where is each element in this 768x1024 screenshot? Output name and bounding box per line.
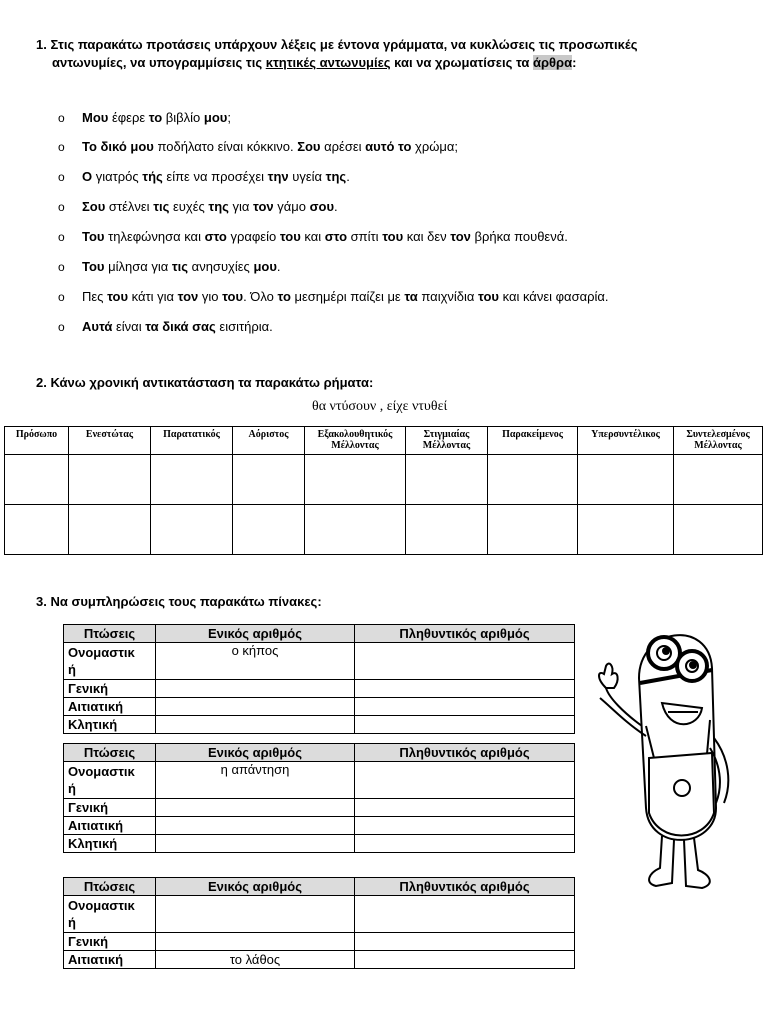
sentence-text: και κάνει φασαρία.: [499, 289, 609, 304]
sentence-text: .: [346, 169, 350, 184]
bullet-marker: o: [58, 140, 65, 154]
answer-cell[interactable]: [156, 933, 355, 951]
sentence-item: [58, 199, 338, 215]
bold-word: τής: [142, 169, 163, 184]
bold-word: της: [325, 169, 347, 184]
answer-cell[interactable]: [156, 896, 355, 933]
col-header-cases: Πτώσεις: [64, 744, 156, 762]
sentence-text: παιχνίδια: [417, 289, 479, 304]
sentence-text: είναι: [112, 319, 146, 334]
bold-word: Το δικό μου: [82, 139, 154, 154]
bullet-marker: o: [58, 260, 65, 274]
col-header-plural: Πληθυντικός αριθμός: [355, 744, 575, 762]
answer-cell[interactable]: [156, 698, 355, 716]
sentence-item: [58, 139, 458, 155]
given-word: ο κήπος: [156, 643, 355, 680]
bold-word: μου: [203, 110, 228, 125]
answer-cell[interactable]: [5, 505, 69, 555]
bold-word: το: [277, 289, 291, 304]
answer-cell[interactable]: [406, 505, 488, 555]
sentence-text: σπίτι: [347, 229, 383, 244]
answer-cell[interactable]: [355, 680, 575, 698]
declension-table-3: [63, 877, 575, 969]
bold-word: τα: [404, 289, 418, 304]
sentence-text: γιατρός: [92, 169, 143, 184]
answer-cell[interactable]: [355, 698, 575, 716]
answer-cell[interactable]: [674, 455, 763, 505]
tense-header-pluperfect: Υπερσυντέλικος: [578, 427, 674, 455]
sentence-text: . Όλο: [243, 289, 278, 304]
sentence-text: .: [334, 199, 338, 214]
answer-cell[interactable]: [305, 505, 406, 555]
question-1-line-2: [36, 54, 756, 72]
tense-answer-row: [5, 455, 763, 505]
tense-header-simple-future: Στιγμιαίας Μέλλοντας: [406, 427, 488, 455]
case-nominative: [64, 762, 156, 799]
sentence-text: αρέσει: [320, 139, 366, 154]
case-nominative-part-2: ή: [68, 915, 76, 930]
case-accusative: Αιτιατική: [64, 951, 156, 969]
minion-illustration: [594, 608, 734, 898]
question-1-colon: :: [572, 55, 577, 70]
answer-cell[interactable]: [488, 455, 578, 505]
sentence-text: ποδήλατο είναι κόκκινο.: [153, 139, 298, 154]
sentence-text: κάτι για: [128, 289, 178, 304]
bold-word: του: [382, 229, 404, 244]
answer-cell[interactable]: [406, 455, 488, 505]
question-2-heading: 2. Κάνω χρονική αντικατάσταση τα παρακάτω ρήματα:: [36, 375, 374, 390]
col-header-plural: Πληθυντικός αριθμός: [355, 625, 575, 643]
sentence-text: .: [276, 259, 281, 274]
answer-cell[interactable]: [151, 505, 233, 555]
bold-word: Σου: [297, 139, 321, 154]
bold-word: του: [107, 289, 129, 304]
answer-cell[interactable]: [69, 505, 151, 555]
tense-header-future-perfect: Συντελεσμένος Μέλλοντας: [674, 427, 763, 455]
case-genitive: Γενική: [64, 799, 156, 817]
declension-table-2: [63, 743, 575, 853]
question-1-line-1: 1. Στις παρακάτω προτάσεις υπάρχουν λέξεις με έντονα γράμματα, να κυκλώσεις τις προσωπικές: [36, 37, 638, 52]
question-1-text-2: και να χρωματίσεις τα: [390, 55, 533, 70]
case-genitive: Γενική: [64, 680, 156, 698]
answer-cell[interactable]: [578, 455, 674, 505]
given-word: η απάντηση: [156, 762, 355, 799]
sentence-text: έφερε: [108, 110, 149, 125]
sentence-text: γιο: [198, 289, 223, 304]
tense-header-person: Πρόσωπο: [5, 427, 69, 455]
col-header-cases: Πτώσεις: [64, 625, 156, 643]
case-genitive: Γενική: [64, 933, 156, 951]
bullet-marker: o: [58, 170, 65, 184]
sentence-text: είπε να προσέχει: [162, 169, 268, 184]
sentence-item: [58, 229, 568, 245]
bold-word: Μου: [82, 110, 109, 125]
sentence-text: μεσημέρι παίζει με: [290, 289, 405, 304]
sentence-text: για: [228, 199, 254, 214]
bold-word: Ο: [82, 169, 93, 184]
col-header-singular: Ενικός αριθμός: [156, 878, 355, 896]
bold-word: τις: [171, 259, 189, 274]
bold-word: σου: [309, 199, 335, 214]
bold-word: της: [208, 199, 229, 214]
answer-cell[interactable]: [578, 505, 674, 555]
sentence-text: εισιτήρια.: [215, 319, 273, 334]
sentence-text: και δεν: [403, 229, 451, 244]
case-vocative: Κλητική: [64, 835, 156, 853]
bold-word: τον: [177, 289, 199, 304]
sentence-text: βιβλίο: [162, 110, 204, 125]
sentence-text: στέλνει: [105, 199, 154, 214]
bold-word: του: [478, 289, 499, 304]
tense-header-perfect: Παρακείμενος: [488, 427, 578, 455]
bold-word: την: [267, 169, 289, 184]
bold-word: στο: [204, 229, 227, 244]
bold-word: τα δικά σας: [145, 319, 216, 334]
sentence-text: Πες: [82, 289, 108, 304]
sentence-item: [58, 169, 350, 185]
bold-word: το: [148, 110, 163, 125]
answer-cell[interactable]: [151, 455, 233, 505]
sentence-item: [58, 319, 273, 335]
bold-word: τον: [450, 229, 471, 244]
case-accusative: Αιτιατική: [64, 817, 156, 835]
answer-cell[interactable]: [355, 951, 575, 969]
tense-header-imperfect: Παρατατικός: [151, 427, 233, 455]
answer-cell[interactable]: [488, 505, 578, 555]
sentence-text: ευχές: [169, 199, 209, 214]
sentence-text: χρώμα;: [411, 139, 459, 154]
sentence-item: [58, 259, 281, 275]
bullet-marker: o: [58, 200, 65, 214]
answer-cell[interactable]: [156, 817, 355, 835]
case-nominative: [64, 643, 156, 680]
answer-cell[interactable]: [156, 716, 355, 734]
sentence-item: [58, 289, 609, 305]
answer-cell[interactable]: [355, 762, 575, 799]
case-nominative-part-2: ή: [68, 781, 76, 796]
bold-word: αυτό το: [365, 139, 412, 154]
col-header-singular: Ενικός αριθμός: [156, 625, 355, 643]
answer-cell[interactable]: [355, 643, 575, 680]
bold-word: στο: [324, 229, 348, 244]
case-accusative: Αιτιατική: [64, 698, 156, 716]
sentence-text: γραφείο: [226, 229, 280, 244]
bold-word: Του: [82, 229, 105, 244]
bullet-marker: o: [58, 230, 65, 244]
bold-word: Του: [82, 259, 105, 274]
sentence-text: γάμο: [273, 199, 310, 214]
verbs-to-convert: θα ντύσουν , είχε ντυθεί: [312, 399, 448, 414]
sentence-text: ;: [227, 110, 231, 125]
case-nominative-part-1: Ονομαστικ: [68, 764, 135, 779]
bullet-marker: o: [58, 290, 65, 304]
answer-cell[interactable]: [156, 835, 355, 853]
case-vocative: Κλητική: [64, 716, 156, 734]
answer-cell[interactable]: [305, 455, 406, 505]
bold-word: του: [222, 289, 244, 304]
bold-word: τις: [153, 199, 170, 214]
sentence-text: βρήκα πουθενά.: [470, 229, 568, 244]
given-word: το λάθος: [156, 951, 355, 969]
case-nominative-part-2: ή: [68, 662, 76, 677]
bold-word: Αυτά: [82, 319, 113, 334]
answer-cell[interactable]: [233, 505, 305, 555]
bold-word: τον: [253, 199, 274, 214]
tense-answer-row: [5, 505, 763, 555]
case-nominative-part-1: Ονομαστικ: [68, 898, 135, 913]
answer-cell[interactable]: [69, 455, 151, 505]
bullet-marker: o: [58, 320, 65, 334]
answer-cell[interactable]: [355, 933, 575, 951]
answer-cell[interactable]: [355, 799, 575, 817]
answer-cell[interactable]: [355, 817, 575, 835]
answer-cell[interactable]: [355, 716, 575, 734]
question-3-heading: 3. Να συμπληρώσεις τους παρακάτω πίνακες:: [36, 594, 322, 609]
sentence-item: [58, 110, 231, 126]
case-nominative-part-1: Ονομαστικ: [68, 645, 135, 660]
articles-word: άρθρα: [532, 55, 573, 70]
answer-cell[interactable]: [674, 505, 763, 555]
tense-table: [4, 426, 763, 555]
question-1-text: αντωνυμίες, να υπογραμμίσεις τις: [52, 55, 266, 70]
answer-cell[interactable]: [156, 799, 355, 817]
bullet-marker: o: [58, 111, 65, 125]
case-nominative: [64, 896, 156, 933]
answer-cell[interactable]: [156, 680, 355, 698]
answer-cell[interactable]: [355, 896, 575, 933]
tense-header-aorist: Αόριστος: [233, 427, 305, 455]
bold-word: του: [279, 229, 301, 244]
answer-cell[interactable]: [355, 835, 575, 853]
col-header-plural: Πληθυντικός αριθμός: [355, 878, 575, 896]
bold-word: Σου: [82, 199, 106, 214]
sentence-text: ανησυχίες: [188, 259, 254, 274]
possessive-pronouns-phrase: κτητικές αντωνυμίες: [265, 55, 391, 70]
tense-header-continuous-future: Εξακολουθητικός Μέλλοντας: [305, 427, 406, 455]
question-1-heading: [36, 36, 756, 72]
answer-cell[interactable]: [233, 455, 305, 505]
sentence-text: και: [300, 229, 325, 244]
col-header-singular: Ενικός αριθμός: [156, 744, 355, 762]
sentence-text: υγεία: [288, 169, 326, 184]
sentence-text: τηλεφώνησα και: [104, 229, 205, 244]
declension-table-1: [63, 624, 575, 734]
bold-word: μου: [253, 259, 277, 274]
sentence-text: μίλησα για: [104, 259, 172, 274]
tense-header-present: Ενεστώτας: [69, 427, 151, 455]
col-header-cases: Πτώσεις: [64, 878, 156, 896]
answer-cell[interactable]: [5, 455, 69, 505]
tense-header-row: [5, 427, 763, 455]
